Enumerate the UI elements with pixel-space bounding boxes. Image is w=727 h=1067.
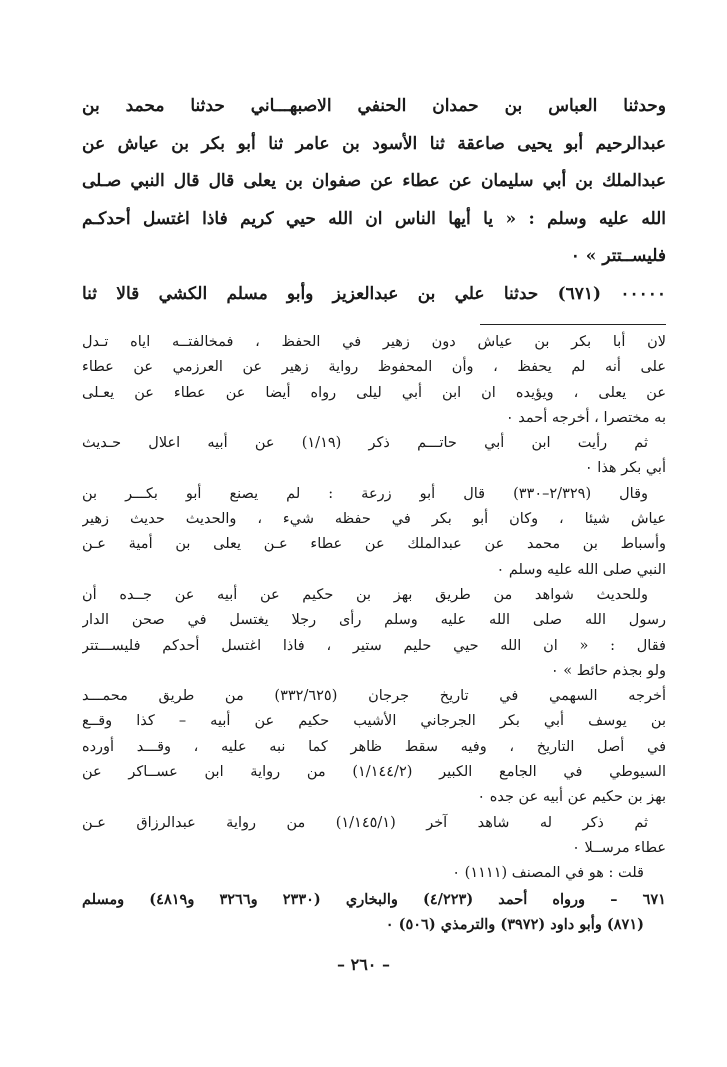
- footnote-line: فقال : « ان الله حيي حليم ستير ، فاذا اغتسل أحدكم فليســـتتر: [82, 637, 666, 654]
- footnote-line: وللحديث شواهد من طريق بهز بن حكيم عن أبيه عن جــده أن: [82, 586, 648, 603]
- footnote-line: ثم رأيت ابن أبي حاتـــم ذكر (١/١٩) عن أبيه اعلال حـديث: [82, 435, 648, 452]
- footnote-line: وأسباط بن محمد عن عبدالملك عن عطاء عـن يعلى بن أمية عـن: [82, 536, 666, 553]
- footnote-line: في أصل التاريخ ، وفيه سقط ظاهر كما نبه عليه ، وقـــد أورده: [82, 738, 666, 755]
- main-text-line: وحدثنا العباس بن حمدان الحنفي الاصبهـــاني حدثنا محمد بن: [82, 96, 666, 116]
- footnote-divider: [480, 324, 666, 325]
- footnote-line: عن يعلى ، ويؤيده ان ابن أبي ليلى رواه أيضا عن عطاء عن يعـلى: [82, 384, 666, 401]
- footnote-line: قلت : هو في المصنف (١١١١) ٠: [452, 865, 644, 882]
- main-text-block: [82, 88, 666, 313]
- footnote-line: السيوطي في الجامع الكبير (١/١٤٤/٢) من رواية ابن عســاكر عن: [82, 764, 666, 781]
- main-text-line: فليســتتر » ٠: [570, 246, 666, 266]
- footnote-line: بن يوسف أبي بكر الجرجاني الأشيب حكيم عن أبيه – كذا وقــع: [82, 713, 666, 730]
- book-page: [82, 88, 666, 933]
- page-number: – ٢٦٠ –: [337, 955, 390, 974]
- footnote-line: عطاء مرســلا ٠: [572, 839, 666, 856]
- footnote-line: بهز بن حكيم عن أبيه عن جده ٠: [477, 789, 666, 806]
- footnote-line: عياش شيئا ، وكان أبو بكر في حفظه شيء ، والحديث حديث زهير: [82, 511, 666, 528]
- footnote-line: أبي بكر هذا ٠: [584, 460, 666, 477]
- footnote-line: ولو بجذم حائط » ٠: [550, 662, 666, 679]
- footnote-line: لان أبا بكر بن عياش دون زهير في الحفظ ، فمخالفتــه اياه تـدل: [82, 334, 666, 350]
- footnote-line: به مختصرا ، أخرجه أحمد ٠: [505, 409, 666, 426]
- footnote-line: وقال (٢/٣٢٩–٣٣٠) قال أبو زرعة : لم يصنع أبو بكـــر بن: [82, 485, 648, 502]
- main-text-line: عبدالرحيم أبو يحيى صاعقة ثنا الأسود بن عامر ثنا أبو بكر بن عياش عن: [82, 133, 666, 154]
- footnote-line: النبي صلى الله عليه وسلم ٠: [496, 561, 666, 578]
- footnotes-block: [82, 330, 666, 937]
- footnote-line: على أنه لم يحفظ ، وأن المحفوظ رواية زهير عن العرزمي عن عطاء: [82, 359, 666, 376]
- main-text-line: عبدالملك بن أبي سليمان عن عطاء عن صفوان بن يعلى قال قال النبي صـلى: [82, 171, 666, 191]
- footnote-line: رسول الله صلى الله عليه وسلم رأى رجلا يغتسل في صحن الدار: [82, 612, 666, 629]
- takhrij-line: (٨٧١) وأبو داود (٣٩٧٢) والترمذي (٥٠٦) ٠: [385, 915, 644, 933]
- takhrij-line: ٦٧١ – ورواه أحمد (٤/٢٢٣) والبخاري (٢٣٣٠ و٣٢٦٦ و٤٨١٩) ومسلم: [82, 890, 666, 908]
- main-text-line: الله عليه وسلم : « يا أيها الناس ان الله حيي كريم فاذا اغتسل أحدكـم: [82, 208, 666, 229]
- hadith-number-line: ٠٠٠٠٠ (٦٧١) حدثنا علي بن عبدالعزيز وأبو مسلم الكشي قالا ثنا: [82, 283, 666, 304]
- footnote-line: أخرجه السهمي في تاريخ جرجان (٣٣٢/٦٢٥) من طريق محمـــد: [82, 688, 666, 705]
- footnote-line: ثم ذكر له شاهد آخر (١/١٤٥/١) من رواية عبدالرزاق عـن: [82, 814, 649, 831]
